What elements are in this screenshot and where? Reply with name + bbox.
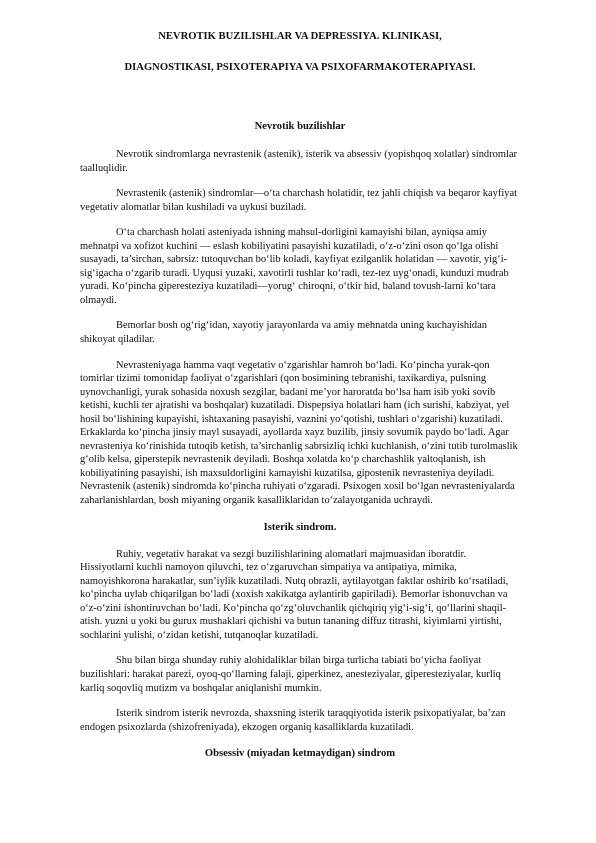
section-heading-nevrotik: Nevrotik buzilishlar xyxy=(254,121,346,132)
document-title-line-1: NEVROTIK BUZILISHLAR VA DEPRESSIYA. KLINIKASI, xyxy=(158,31,442,42)
paragraph-2: Nevrastenik (astenik) sindromlar—o‘ta charchash holatidir, tez jahli chiqish va beqaror kayfiyat vegetativ alomatlar bilan kushiladi va uykusi buziladi. xyxy=(80,188,517,213)
section-heading-isterik: Isterik sindrom. xyxy=(263,521,337,533)
document-page xyxy=(80,30,520,760)
paragraph-7: Shu bilan birga shunday ruhiy alohidaliklar bilan birga turlicha tabiati bo‘yicha faoliyat buzilishlari: harakat parezi, oyoq-qo‘llarning falaji, giperkinez, anesteziyalar, giperesteziyalar, kurliq karliq soqovliq mutizm va boshqalar aniqlanishi mumkin. xyxy=(80,655,501,694)
paragraph-4: Bemorlar bosh og‘rig‘idan, xayotiy jarayonlarda va amiy mehnatda uning kuchayishidan shikoyat qiladilar. xyxy=(80,320,488,346)
section-heading-obsessiv: Obsessiv (miyadan ketmaydigan) sindrom xyxy=(204,748,396,760)
paragraph-1: Nevrotik sindromlarga nevrastenik (astenik), isterik va absessiv (yopishqoq xolatlar) sindromlar taalluqlidir. xyxy=(80,149,517,174)
paragraph-3: O‘ta charchash holati asteniyada ishning mahsul-dorligini kamayishi bilan, ayniqsa amiy mehnatpi va xofizot kuchini — eslash kobiliyatini pasayishi kuzatiladi, o‘z-o‘zini oson qo‘lga olishi susayadi, ta’sirchan, sabrsiz: tutoquvchan bo‘lib koladi, kayfiyat ezilganlik holatidan — xavotir, yig‘i-sig‘igacha o‘zgarib turadi. Uyqusi yuzaki, xavotirli tushlar ko‘radi, tez-tez uyg‘onadi, kunduzi mudrab yuradi. Ko‘pincha giperesteziya kuzatiladi—yorug‘ chiroqni, o‘tkir hid, baland tovush-larni ko‘tara olmaydi. xyxy=(80,227,509,306)
paragraph-5: Nevrasteniyaga hamma vaqt vegetativ o‘zgarishlar hamroh bo‘ladi. Ko‘pincha yurak-qon tomirlar tizimi tomonidap faoliyat o‘zgarishlari (qon bosimining tebranishi, taxikardiya, pulsning uynovchanligi, yurak sohasida noxush sezgilar, badani me’yor haroratda bo‘lsa ham isib yoki sovib ketishi, kuchli ter ajratishi va boshqalar) kuzatiladi. Dispepsiya holatlari ham (ich surishi, kabziyat, yel hosil bo‘lishining kupayishi, ishtaxaning pasayishi, vaznini yo‘qotishi, tushlari o‘zgarishi) kuzatiladi. Erkaklarda ko‘pincha jinsiy mayl susayadi, ayollarda xayz buzilib, jinsiy sovumik paydo bo‘ladi. Agar nevrasteniya ko‘rinishida tutoqib ketish, ta’sirchanlig sabrsizliq ichki kuchlanish, o‘zini tutib turolmaslik g‘olib kelsa, giperstepik nevrastenik deyiladi. Boshqa xolatda ko‘p charchashlik yaltoqlanish, ish kobiliyatining pasayishi, ish maxsuldorligini kamayishi kuzatilsa, gipostenik nevrasteniya deyiladi. Nevrastenik (astenik) sindromda ko‘pincha ruhiyati o‘zgaradi. Psixogen xosil bo‘lgan nevrasteniyalarda zaharlanishlardan, bosh miyaning organik kasalliklaridan to‘zalayotganida uchraydi. xyxy=(80,359,518,507)
paragraph-6: Ruhiy, vegetativ harakat va sezgi buzilishlarining alomatlari majmuasidan iboratdir. Hissiyotlarni kuchli namoyon qiluvchi, tez o‘zgaruvchan simpatiya va antipatiya, mimika, namoyishkorona harakatlar, sun’iylik kuzatiladi. Nutq obrazli, aytilayotgan faktlar oshirib ko‘rsatiladi, ko‘pincha uylab chiqarilgan bo‘ladi (xoxish xakikatga aylantirib gapiriladi). Bemorlar ishonuvchan va o‘z-o‘zini ishontiruvchan bo‘ladi. Ko‘pincha qo‘zg‘oluvchanlik qichqiriq yig‘i-sig‘i, qo‘llarini shaqil-atish. yuzni u yoki bu gurux mushaklari qichishi va butun tananing diffuz titrashi, kiyimlarni yirtishi, sochlarini yulishi, o‘zidan ketishi, tutqanoqlar kuzatiladi. xyxy=(80,548,509,641)
document-title-line-2: DIAGNOSTIKASI, PSIXOTERAPIYA VA PSIXOFARMAKOTERAPIYASI. xyxy=(124,62,476,73)
paragraph-8: Isterik sindrom isterik nevrozda, shaxsning isterik taraqqiyotida isterik psixopatiyalar, ba’zan endogen psixozlarda (shizofreniyada), ekzogen organiq kasalliklarda kuzatiladi. xyxy=(80,708,506,733)
